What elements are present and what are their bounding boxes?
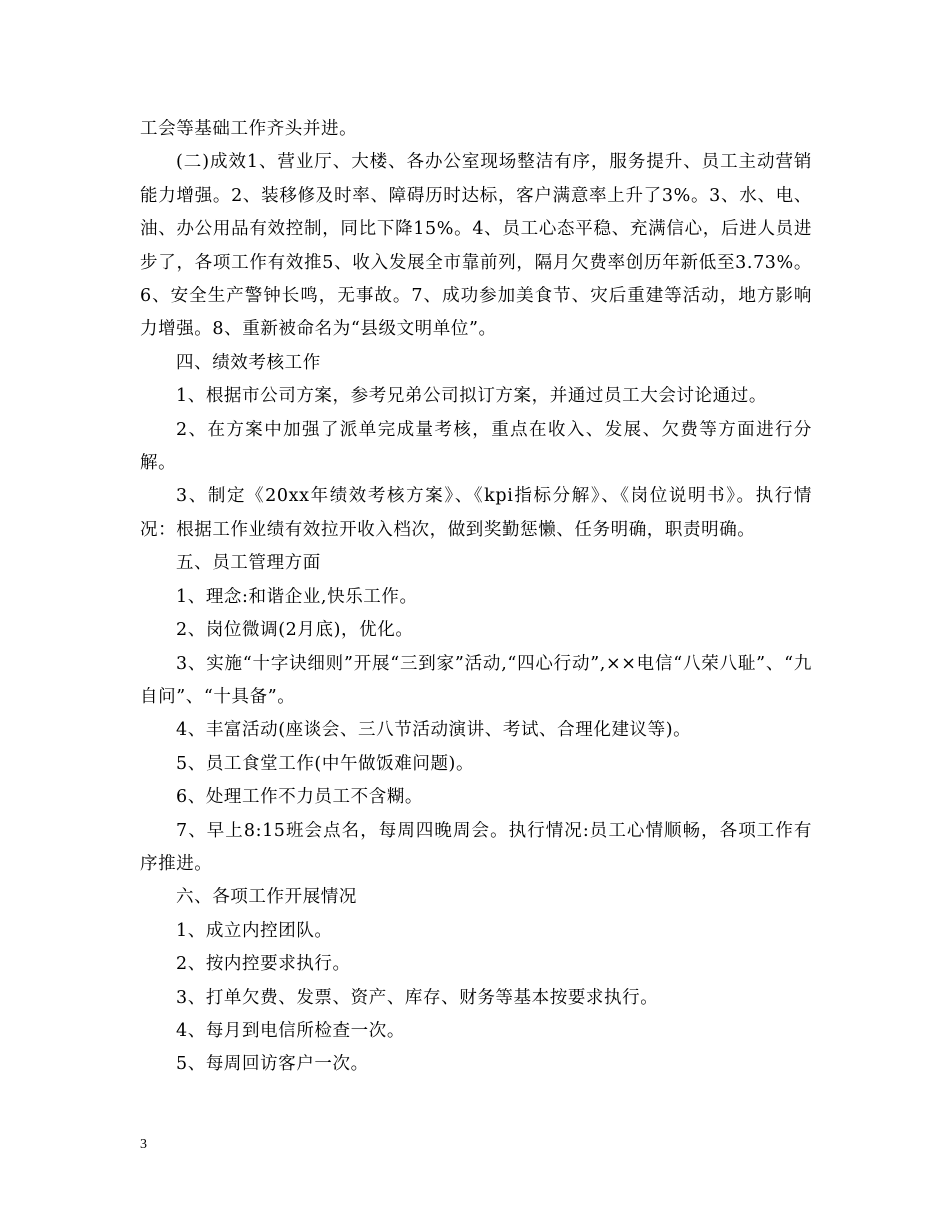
paragraph: 4、丰富活动(座谈会、三八节活动演讲、考试、合理化建议等)。 [176, 720, 692, 741]
paragraph: 1、理念:和谐企业,快乐工作。 [176, 586, 418, 607]
paragraph: 3、实施“十字诀细则”开展“三到家”活动,“四心行动”,××电信“八荣八耻”、“九自问”、“十具备”。 [140, 653, 812, 707]
page-number: 3 [140, 1137, 147, 1152]
paragraph: 工会等基础工作齐头并进。 [140, 119, 358, 139]
paragraph: 2、按内控要求执行。 [176, 954, 351, 975]
paragraph: 2、岗位微调(2月底)，优化。 [176, 620, 414, 641]
paragraph: 4、每月到电信所检查一次。 [176, 1020, 405, 1041]
body-text [140, 113, 812, 1082]
paragraph: 6、处理工作不力员工不含糊。 [176, 787, 424, 808]
paragraph: 7、早上8:15班会点名，每周四晚周会。执行情况:员工心情顺畅，各项工作有序推进。 [140, 820, 812, 874]
paragraph: 3、打单欠费、发票、资产、库存、财务等基本按要求执行。 [176, 987, 659, 1008]
paragraph: 3、制定《20xx年绩效考核方案》、《kpi指标分解》、《岗位说明书》。执行情况：根据工作业绩有效拉开收入档次，做到奖勤惩懒、任务明确，职责明确。 [140, 486, 812, 540]
paragraph: 5、每周回访客户一次。 [176, 1054, 369, 1075]
paragraph: (二)成效1、营业厅、大楼、各办公室现场整洁有序，服务提升、员工主动营销能力增强。2、装移修及时率、障碍历时达标，客户满意率上升了3%。3、水、电、油、办公用品有效控制，同比下降15%。4、员工心态平稳、充满信心，后进人员进步了，各项工作有效推5、收入发展全市靠前列，隔月欠费率创历年新低至3.73%。6、安全生产警钟长鸣，无事故。7、成功参加美食节、灾后重建等活动，地方影响力增强。8、重新被命名为“县级文明单位”。 [140, 152, 812, 340]
paragraph: 5、员工食堂工作(中午做饭难问题)。 [176, 753, 475, 774]
section-heading: 五、员工管理方面 [176, 553, 321, 574]
paragraph: 1、根据市公司方案，参考兄弟公司拟订方案，并通过员工大会讨论通过。 [176, 386, 767, 407]
section-heading: 六、各项工作开展情况 [176, 887, 357, 908]
paragraph: 2、在方案中加强了派单完成量考核，重点在收入、发展、欠费等方面进行分解。 [140, 419, 812, 474]
paragraph: 1、成立内控团队。 [176, 920, 333, 941]
section-heading: 四、绩效考核工作 [176, 352, 321, 373]
